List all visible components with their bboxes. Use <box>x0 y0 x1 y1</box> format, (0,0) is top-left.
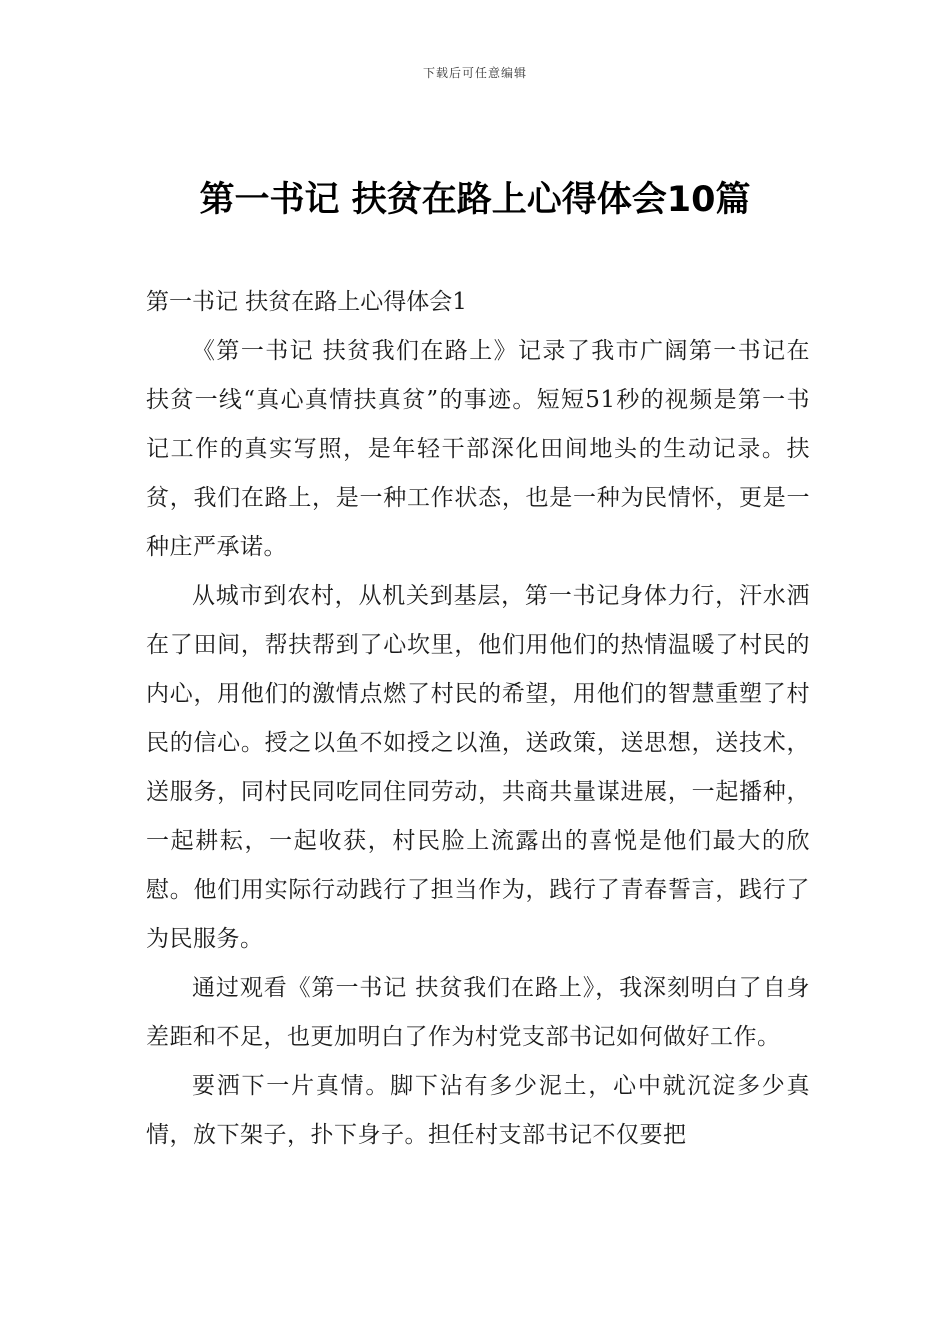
paragraph-1: 《第一书记 扶贫我们在路上》记录了我市广阔第一书记在扶贫一线“真心真情扶真贫”的事迹。短短51秒的视频是第一书记工作的真实写照，是年轻干部深化田间地头的生动记录。扶贫，我们在路上，是一种工作状态，也是一种为民情怀，更是一种庄严承诺。 <box>146 338 810 560</box>
section-heading: 第一书记 扶贫在路上心得体会1 <box>146 289 467 315</box>
paragraph-4: 要洒下一片真情。脚下沾有多少泥土，心中就沉淀多少真情，放下架子，扑下身子。担任村支部书记不仅要把 <box>146 1073 810 1148</box>
paragraph-2: 从城市到农村，从机关到基层，第一书记身体力行，汗水洒在了田间，帮扶帮到了心坎里，他们用他们的热情温暖了村民的内心，用他们的激情点燃了村民的希望，用他们的智慧重塑了村民的信心。授之以鱼不如授之以渔，送政策，送思想，送技术，送服务，同村民同吃同住同劳动，共商共量谋进展，一起播种，一起耕耘，一起收获，村民脸上流露出的喜悦是他们最大的欣慰。他们用实际行动践行了担当作为，践行了青春誓言，践行了为民服务。 <box>146 583 810 952</box>
document-title: 第一书记 扶贫在路上心得体会10篇 <box>199 180 751 220</box>
document-body <box>146 278 810 1160</box>
paragraph-3: 通过观看《第一书记 扶贫我们在路上》，我深刻明白了自身差距和不足，也更加明白了作为村党支部书记如何做好工作。 <box>146 975 810 1050</box>
page-header-note: 下载后可任意编辑 <box>422 66 527 80</box>
